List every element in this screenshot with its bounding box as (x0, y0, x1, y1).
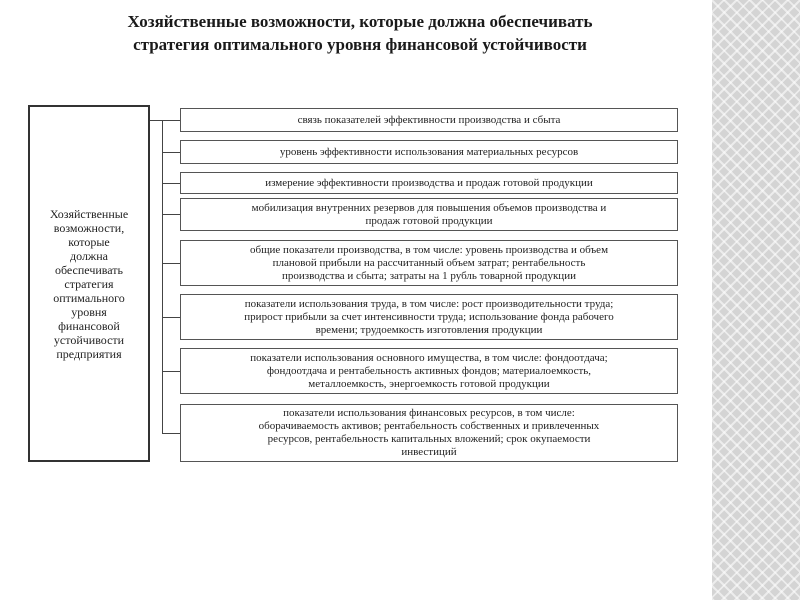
item-text-line: металлоемкость, энергоемкость готовой продукции (308, 377, 550, 390)
main-label-line: возможности, (53, 220, 125, 235)
main-label-line: предприятия (56, 346, 122, 361)
item-box-7 (180, 348, 678, 394)
item-text-line: общие показатели производства, в том числе: уровень производства и объем (249, 243, 609, 256)
item-text-line: показатели использования финансовых ресурсов, в том числе: (283, 407, 575, 419)
title-line-1: Хозяйственные возможности, которые должна обеспечивать (127, 12, 593, 31)
item-text-line: показатели использования основного имущества, в том числе: фондоотдача; (250, 351, 608, 364)
main-connector-line (150, 120, 162, 121)
main-label-line: обеспечивать (54, 262, 124, 277)
item-text-line: мобилизация внутренних резервов для повышения объемов производства и (251, 201, 607, 214)
branch-line (162, 214, 180, 215)
title-line-2: стратегия оптимального уровня финансовой устойчивости (133, 35, 587, 54)
item-text-line: уровень эффективности использования материальных ресурсов (279, 145, 579, 158)
branch-line (162, 433, 180, 434)
main-label-line: которые (68, 234, 110, 249)
item-box-5 (180, 240, 678, 286)
vertical-connector-line (162, 120, 163, 433)
item-text-line: плановой прибыли на рассчитанный объем затрат; рентабельность (272, 256, 586, 269)
item-text-line: фондоотдача и рентабельность активных фондов; материалоемкость, (266, 364, 592, 377)
main-label-line: оптимального (53, 290, 125, 305)
decorative-side-stripe (712, 0, 800, 600)
item-box-4 (180, 198, 678, 231)
item-box-8 (180, 404, 678, 462)
item-text-line: ресурсов, рентабельность капитальных вложений; срок окупаемости (267, 433, 591, 445)
item-text-line: измерение эффективности производства и продаж готовой продукции (265, 176, 593, 189)
branch-line (162, 183, 180, 184)
item-text-line: показатели использования труда, в том числе: рост производительности труда; (244, 297, 614, 310)
item-text-line: связь показателей эффективности производства и сбыта (297, 113, 561, 126)
branch-line (162, 120, 180, 121)
item-text-line: производства и сбыта; затраты на 1 рубль товарной продукции (282, 269, 576, 282)
item-text-line: времени; трудоемкость изготовления продукции (315, 323, 543, 336)
item-text-line: оборачиваемость активов; рентабельность собственных и привлеченных (258, 420, 600, 432)
item-box-2 (180, 140, 678, 164)
main-label-line: устойчивости (53, 332, 125, 347)
item-box-6 (180, 294, 678, 340)
item-box-3 (180, 172, 678, 194)
main-label-line: уровня (71, 304, 107, 319)
branch-line (162, 317, 180, 318)
item-text-line: продаж готовой продукции (365, 214, 493, 227)
branch-line (162, 263, 180, 264)
branch-line (162, 371, 180, 372)
item-box-1 (180, 108, 678, 132)
item-text-line: прирост прибыли за счет интенсивности труда; использование фонда рабочего (244, 310, 614, 323)
main-label-line: стратегия (64, 276, 114, 291)
main-label-line: должна (70, 248, 108, 263)
main-label-line: Хозяйственные (49, 206, 129, 221)
main-box-label (46, 207, 132, 361)
item-text-line: инвестиций (401, 446, 457, 458)
main-label-line: финансовой (58, 318, 120, 333)
main-box (28, 105, 150, 462)
branch-line (162, 152, 180, 153)
